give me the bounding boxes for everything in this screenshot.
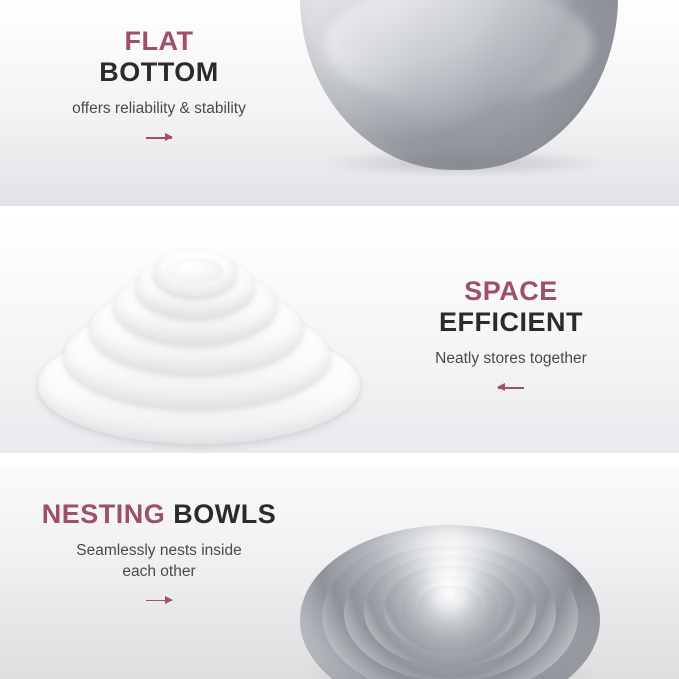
arrow-right-icon [146, 133, 172, 143]
space-efficient-headline-main: EFFICIENT [439, 307, 583, 338]
nesting-bowls-subline [16, 541, 302, 583]
panel-divider-2 [0, 453, 679, 465]
nesting-bowls-subline-line1: Seamlessly nests inside [76, 542, 242, 560]
nesting-bowls-text [16, 499, 302, 606]
nesting-bowls-headline-main: BOWLS [173, 499, 277, 529]
photo-single-steel-bowl [300, 0, 618, 170]
panel-divider-1 [0, 206, 679, 218]
nesting-bowls-arrow-wrap [16, 596, 302, 606]
photo-white-lid-stack [34, 238, 364, 438]
arrow-right-icon [146, 596, 172, 606]
steel-bowl [418, 585, 482, 627]
space-efficient-arrow-wrap [384, 383, 638, 393]
nesting-bowls-headline-accent: NESTING [41, 499, 166, 529]
space-efficient-text [384, 276, 638, 393]
arrow-left-icon [498, 383, 524, 393]
panel-nesting-bowls [0, 465, 679, 679]
panel-flat-bottom [0, 0, 679, 206]
flat-bottom-headline-accent: FLAT [124, 26, 194, 56]
flat-bottom-headline [28, 26, 290, 88]
flat-bottom-subline: offers reliability & stability [72, 100, 246, 118]
flat-bottom-headline-main: BOTTOM [99, 57, 219, 88]
nesting-bowls-subline-line2: each other [122, 562, 196, 580]
nesting-bowls-headline [16, 499, 302, 530]
space-efficient-subline: Neatly stores together [435, 350, 587, 368]
white-lid-highlight [166, 258, 224, 284]
space-efficient-headline [384, 276, 638, 338]
panel-space-efficient [0, 218, 679, 453]
space-efficient-headline-accent: SPACE [464, 276, 558, 306]
bowl-shadow [318, 150, 604, 176]
flat-bottom-arrow-wrap [28, 133, 290, 143]
photo-nested-steel-bowls [300, 487, 600, 679]
flat-bottom-text [28, 26, 290, 143]
